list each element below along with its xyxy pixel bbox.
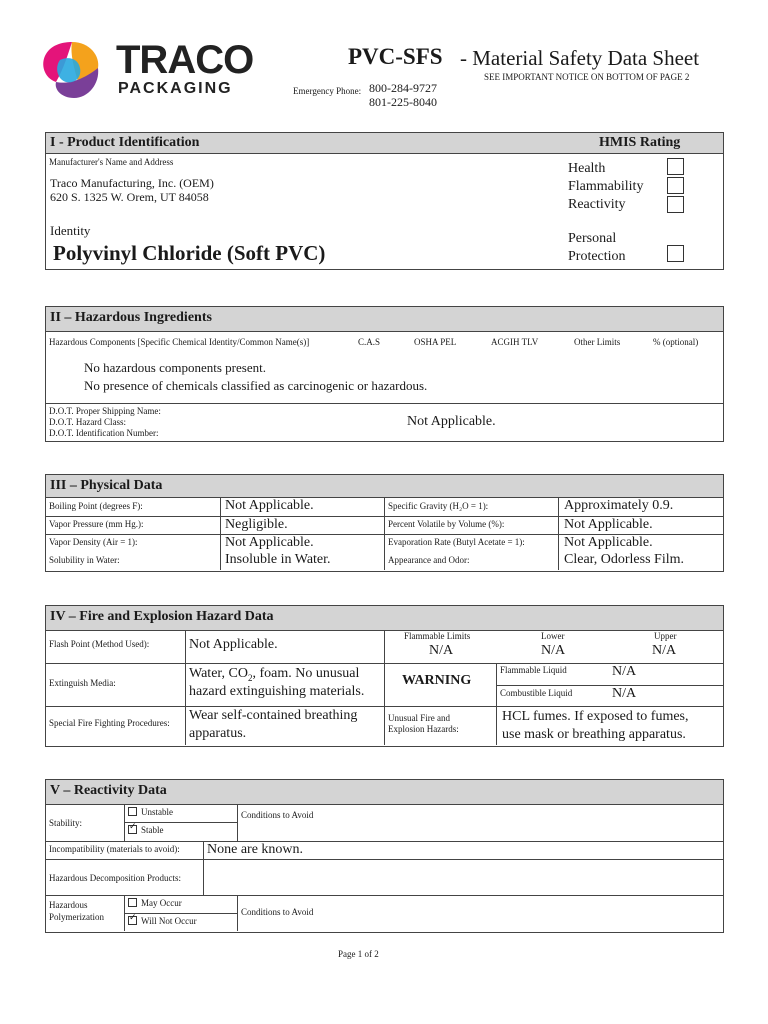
unstable-option[interactable] xyxy=(128,807,173,817)
unusual-hazards-value-1: HCL fumes. If exposed to fumes, xyxy=(502,709,689,724)
flammable-limits-label: Flammable Limits xyxy=(404,631,471,641)
conditions-to-avoid-label: Conditions to Avoid xyxy=(241,810,314,820)
ext-sub: 2 xyxy=(247,672,253,683)
percent-volatile-value: Not Applicable. xyxy=(564,517,653,532)
section-fire-explosion xyxy=(45,605,724,747)
warning-label: WARNING xyxy=(402,673,472,688)
doc-title: - Material Safety Data Sheet xyxy=(460,46,700,70)
section-hazardous-ingredients xyxy=(45,306,724,442)
special-procedures-value-2: apparatus. xyxy=(189,726,247,741)
stability-label: Stability: xyxy=(49,818,83,828)
section-product-identification xyxy=(45,132,724,270)
polymerization-label-1: Hazardous xyxy=(49,900,88,910)
will-not-occur-checkbox[interactable] xyxy=(128,916,137,925)
hmis-reactivity-label: Reactivity xyxy=(568,197,626,212)
logo-mark-icon xyxy=(40,38,104,102)
section-physical-data xyxy=(45,474,724,572)
vapor-density-label: Vapor Density (Air = 1): xyxy=(49,537,138,547)
stable-label: Stable xyxy=(141,825,164,835)
boiling-point-value: Not Applicable. xyxy=(225,498,314,513)
col-divider xyxy=(237,804,238,841)
row-divider xyxy=(124,822,237,823)
hmis-health-box[interactable] xyxy=(667,158,684,175)
vapor-pressure-label: Vapor Pressure (mm Hg.): xyxy=(49,519,144,529)
flammable-limits-value: N/A xyxy=(429,643,454,658)
manufacturer-name: Traco Manufacturing, Inc. (OEM) xyxy=(50,176,214,190)
col-divider xyxy=(237,895,238,931)
lower-value: N/A xyxy=(541,643,566,658)
upper-value: N/A xyxy=(652,643,677,658)
brand-subtitle: PACKAGING xyxy=(118,80,233,97)
col-components: Hazardous Components [Specific Chemical Identity/Common Name(s)] xyxy=(49,337,310,347)
special-procedures-value-1: Wear self-contained breathing xyxy=(189,708,358,723)
section-reactivity xyxy=(45,779,724,933)
important-notice: SEE IMPORTANT NOTICE ON BOTTOM OF PAGE 2 xyxy=(484,72,690,82)
may-occur-checkbox[interactable] xyxy=(128,898,137,907)
vapor-density-value: Not Applicable. xyxy=(225,535,314,550)
divider xyxy=(46,403,723,404)
flash-point-label: Flash Point (Method Used): xyxy=(49,639,150,649)
section-header xyxy=(46,133,723,154)
row-divider xyxy=(46,841,723,842)
will-not-occur-option[interactable] xyxy=(128,916,197,926)
traco-logo xyxy=(40,38,275,102)
lower-label: Lower xyxy=(541,631,565,641)
manufacturer-label: Manufacturer's Name and Address xyxy=(49,157,174,167)
identity-value: Polyvinyl Chloride (Soft PVC) xyxy=(53,241,326,265)
section-title: IV – Fire and Explosion Hazard Data xyxy=(50,609,274,624)
solubility-value: Insoluble in Water. xyxy=(225,552,331,567)
hmis-personal-protection-box[interactable] xyxy=(667,245,684,262)
extinguish-media-value-1 xyxy=(189,666,359,683)
evaporation-rate-label: Evaporation Rate (Butyl Acetate = 1): xyxy=(388,537,525,547)
manufacturer-address: 620 S. 1325 W. Orem, UT 84058 xyxy=(50,190,209,204)
hmis-reactivity-box[interactable] xyxy=(667,196,684,213)
hmis-flammability-box[interactable] xyxy=(667,177,684,194)
solubility-label: Solubility in Water: xyxy=(49,555,120,565)
dot-hazard-class-label: D.O.T. Hazard Class: xyxy=(49,417,127,427)
flammable-liquid-label: Flammable Liquid xyxy=(500,665,567,675)
page-number: Page 1 of 2 xyxy=(338,949,379,959)
section-header xyxy=(46,780,723,805)
appearance-value: Clear, Odorless Film. xyxy=(564,552,684,567)
unstable-checkbox[interactable] xyxy=(128,807,137,816)
dot-shipping-name-label: D.O.T. Proper Shipping Name: xyxy=(49,406,161,416)
hmis-protection-label: Protection xyxy=(568,249,626,264)
flammable-liquid-value: N/A xyxy=(612,664,637,679)
col-divider xyxy=(384,630,385,745)
emergency-label: Emergency Phone: xyxy=(293,86,362,96)
evaporation-rate-value: Not Applicable. xyxy=(564,535,653,550)
row-divider xyxy=(496,685,723,686)
dot-id-number-label: D.O.T. Identification Number: xyxy=(49,428,159,438)
col-other-limits: Other Limits xyxy=(574,337,621,347)
incompatibility-label: Incompatibility (materials to avoid): xyxy=(49,844,180,854)
combustible-liquid-label: Combustible Liquid xyxy=(500,688,573,698)
specific-gravity-value: Approximately 0.9. xyxy=(564,498,674,513)
col-acgih: ACGIH TLV xyxy=(491,337,539,347)
col-divider xyxy=(203,859,204,895)
stable-option[interactable] xyxy=(128,825,164,835)
doc-code: PVC-SFS xyxy=(348,44,443,69)
hmis-personal-label: Personal xyxy=(568,231,617,246)
may-occur-option[interactable] xyxy=(128,898,182,908)
ingredients-line-1: No hazardous components present. xyxy=(84,360,266,375)
section-title: III – Physical Data xyxy=(50,478,163,493)
ext-text-a: Water, CO xyxy=(189,666,248,681)
unusual-hazards-label-1: Unusual Fire and xyxy=(388,713,450,723)
conditions-to-avoid-label-2: Conditions to Avoid xyxy=(241,907,314,917)
hmis-health-label: Health xyxy=(568,161,606,176)
row-divider xyxy=(46,706,723,707)
col-divider xyxy=(185,630,186,745)
section-title: I - Product Identification xyxy=(50,135,200,150)
col-percent: % (optional) xyxy=(653,337,699,347)
will-not-occur-label: Will Not Occur xyxy=(141,916,197,926)
section-header xyxy=(46,307,723,332)
unusual-hazards-value-2: use mask or breathing apparatus. xyxy=(502,727,686,742)
section-header xyxy=(46,606,723,631)
flash-point-value: Not Applicable. xyxy=(189,637,278,652)
stable-checkbox[interactable] xyxy=(128,825,137,834)
combustible-liquid-value: N/A xyxy=(612,686,637,701)
unusual-hazards-label-2: Explosion Hazards: xyxy=(388,724,459,734)
col-divider xyxy=(496,663,497,745)
col-cas: C.A.S xyxy=(358,337,381,347)
row-divider xyxy=(46,859,723,860)
col-osha: OSHA PEL xyxy=(414,337,457,347)
polymerization-label-2: Polymerization xyxy=(49,912,104,922)
brand-name: TRACO xyxy=(116,38,254,82)
special-procedures-label: Special Fire Fighting Procedures: xyxy=(49,718,170,728)
may-occur-label: May Occur xyxy=(141,898,182,908)
decomposition-label: Hazardous Decomposition Products: xyxy=(49,873,181,883)
section-header xyxy=(46,475,723,498)
ext-text-b: , foam. No unusual xyxy=(252,666,360,681)
upper-label: Upper xyxy=(654,631,677,641)
appearance-label: Appearance and Odor: xyxy=(388,555,470,565)
row-divider xyxy=(46,895,723,896)
section-title: II – Hazardous Ingredients xyxy=(50,310,212,325)
ingredients-line-2: No presence of chemicals classified as carcinogenic or hazardous. xyxy=(84,378,428,393)
incompatibility-value: None are known. xyxy=(207,842,304,857)
row-divider xyxy=(124,913,237,914)
specific-gravity-label: Specific Gravity (H₂O = 1): xyxy=(388,501,489,511)
vapor-pressure-value: Negligible. xyxy=(225,517,288,532)
col-divider xyxy=(203,841,204,859)
emergency-phone-2: 801-225-8040 xyxy=(369,95,437,109)
emergency-phone-1: 800-284-9727 xyxy=(369,81,437,95)
percent-volatile-label: Percent Volatile by Volume (%): xyxy=(388,519,505,529)
dot-value: Not Applicable. xyxy=(407,414,496,429)
unstable-label: Unstable xyxy=(141,807,173,817)
hmis-title: HMIS Rating xyxy=(599,135,681,150)
extinguish-media-label: Extinguish Media: xyxy=(49,678,116,688)
extinguish-media-value-2: hazard extinguishing materials. xyxy=(189,684,365,699)
hmis-flammability-label: Flammability xyxy=(568,179,644,194)
section-title: V – Reactivity Data xyxy=(50,783,167,798)
boiling-point-label: Boiling Point (degrees F): xyxy=(49,501,143,511)
identity-label: Identity xyxy=(50,223,91,238)
